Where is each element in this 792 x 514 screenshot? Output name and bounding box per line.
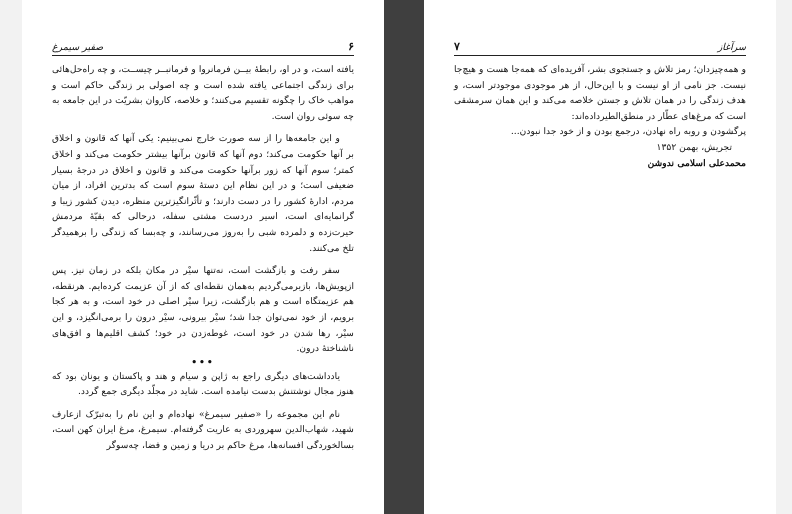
- right-page[interactable]: [424, 0, 776, 514]
- left-outer-margin: [0, 0, 22, 514]
- right-paragraph-1: و همه‌چیزدان؛ رمز تلاش و جستجوی بشر، آفریده‌ای که همه‌جا هست و هیچ‌جا نیست. جز نامی از او نیست و با این‌حال، از هر موجودی موجودتر است، و هدف زندگی را در همان تلاش و جستن خلاصه می‌کند و این همان سرمشقی است که مرغ‌های عطّار در منطق‌الطیرداده‌اند:: [454, 64, 746, 122]
- left-paragraph-5: نام این مجموعه را «صفیر سیمرغ» نهاده‌ام و این نام را به‌تبرّک ازعارف شهید، شهاب‌الدین سهروردی به عاریت گرفته‌ام. سیمرغ، مرغ ایران کهن است، بسالخوردگی افسانه‌ها، مرغ حاکم بر دریا و زمین و فضا، چه‌سوگر: [52, 408, 354, 452]
- right-outer-margin: [776, 0, 792, 514]
- page-spread-gutter: [384, 0, 424, 514]
- left-running-title: صفیر سیمرغ: [52, 42, 104, 53]
- signature-author-name: محمدعلی اسلامی ندوشن: [647, 157, 746, 169]
- right-running-title: سرآغاز: [717, 42, 746, 53]
- left-paragraph-1: یافته است، و در او، رابطهٔ بیــن فرمانروا و فرمانبــر چیســت، و چه راه‌حل‌هائی برای زندگی اجتماعی یافته شده است و چه اصولی بر زندگی حاکم است و مواهب خاک را چگونه تقسیم می‌کنند؛ و خلاصه، کاروان بشریّت در این جامعه به چه سوئی روان است.: [52, 64, 354, 122]
- right-page-header: [454, 40, 746, 56]
- section-separator: •••: [191, 356, 215, 368]
- signature-place-date: تجریش، بهمن ۱۳۵۲: [656, 141, 732, 153]
- right-page-body: [454, 62, 746, 171]
- left-page-header: [52, 40, 354, 56]
- left-page-body: [52, 62, 354, 454]
- left-page-number: ۶: [348, 40, 354, 53]
- right-page-number: ۷: [454, 40, 460, 53]
- left-paragraph-4: یادداشت‌های دیگری راجع به ژاپن و سیام و هند و پاکستان و یونان بود که هنوز مجال نوشتنش بدست نیامده است. شاید در مجلّد دیگری جمع گردد.: [52, 370, 354, 398]
- right-quote: پرگشودن و روبه راه نهادن، درجمع بودن و از خود جدا نبودن...: [510, 126, 746, 138]
- left-page[interactable]: [22, 0, 384, 514]
- left-paragraph-3: سفر رفت و بازگشت است، نه‌تنها سیْر در مکان بلکه در زمان نیز. پس ازپویش‌ها، بازبرمی‌گردیم به‌همان نقطه‌ای که از آن عزیمت کرده‌ایم. هرنقطه، هم عزیمتگاه است و هم بازگشت، زیرا سیْر اصلی در خود است، و به هر کجا برویم، از خود نمی‌توان جدا شد؛ سیْر بیرونی، سیْر درون را برمی‌انگیزد، و این سیْر، رها شدن در خود است، غوطه‌زدن در خود؛ کشف اقلیم‌ها و افق‌های ناشناختهٔ درون.: [52, 265, 354, 355]
- left-paragraph-2: و این جامعه‌ها را از سه صورت خارج نمی‌بینیم: یکی آنها که قانون و اخلاق بر آنها حکومت می‌کند؛ دوم آنها که قانون برآنها بیشتر حکومت می‌کند و اخلاق کمتر؛ سوم آنها که زور برآنها حکومت می‌کند و قانون و اخلاق در درجهٔ بسیار ضعیفی است؛ و در این نظام این دستهٔ سوم است که بدترین افراد، از میان مردم، ادارهٔ کشور را در دست دارند؛ و تأثّرانگیزترین منظره، دیدن کشور زیبا و گرانمایه‌ای است، اسیر دردست مشتی سفله، درحالی که بقیّهٔ مردمش حیرت‌زده و دلمرده شبی را به‌روز می‌رسانند، و چه‌بسا که زندگی را برهمیدگر تلخ می‌کنند.: [52, 133, 354, 254]
